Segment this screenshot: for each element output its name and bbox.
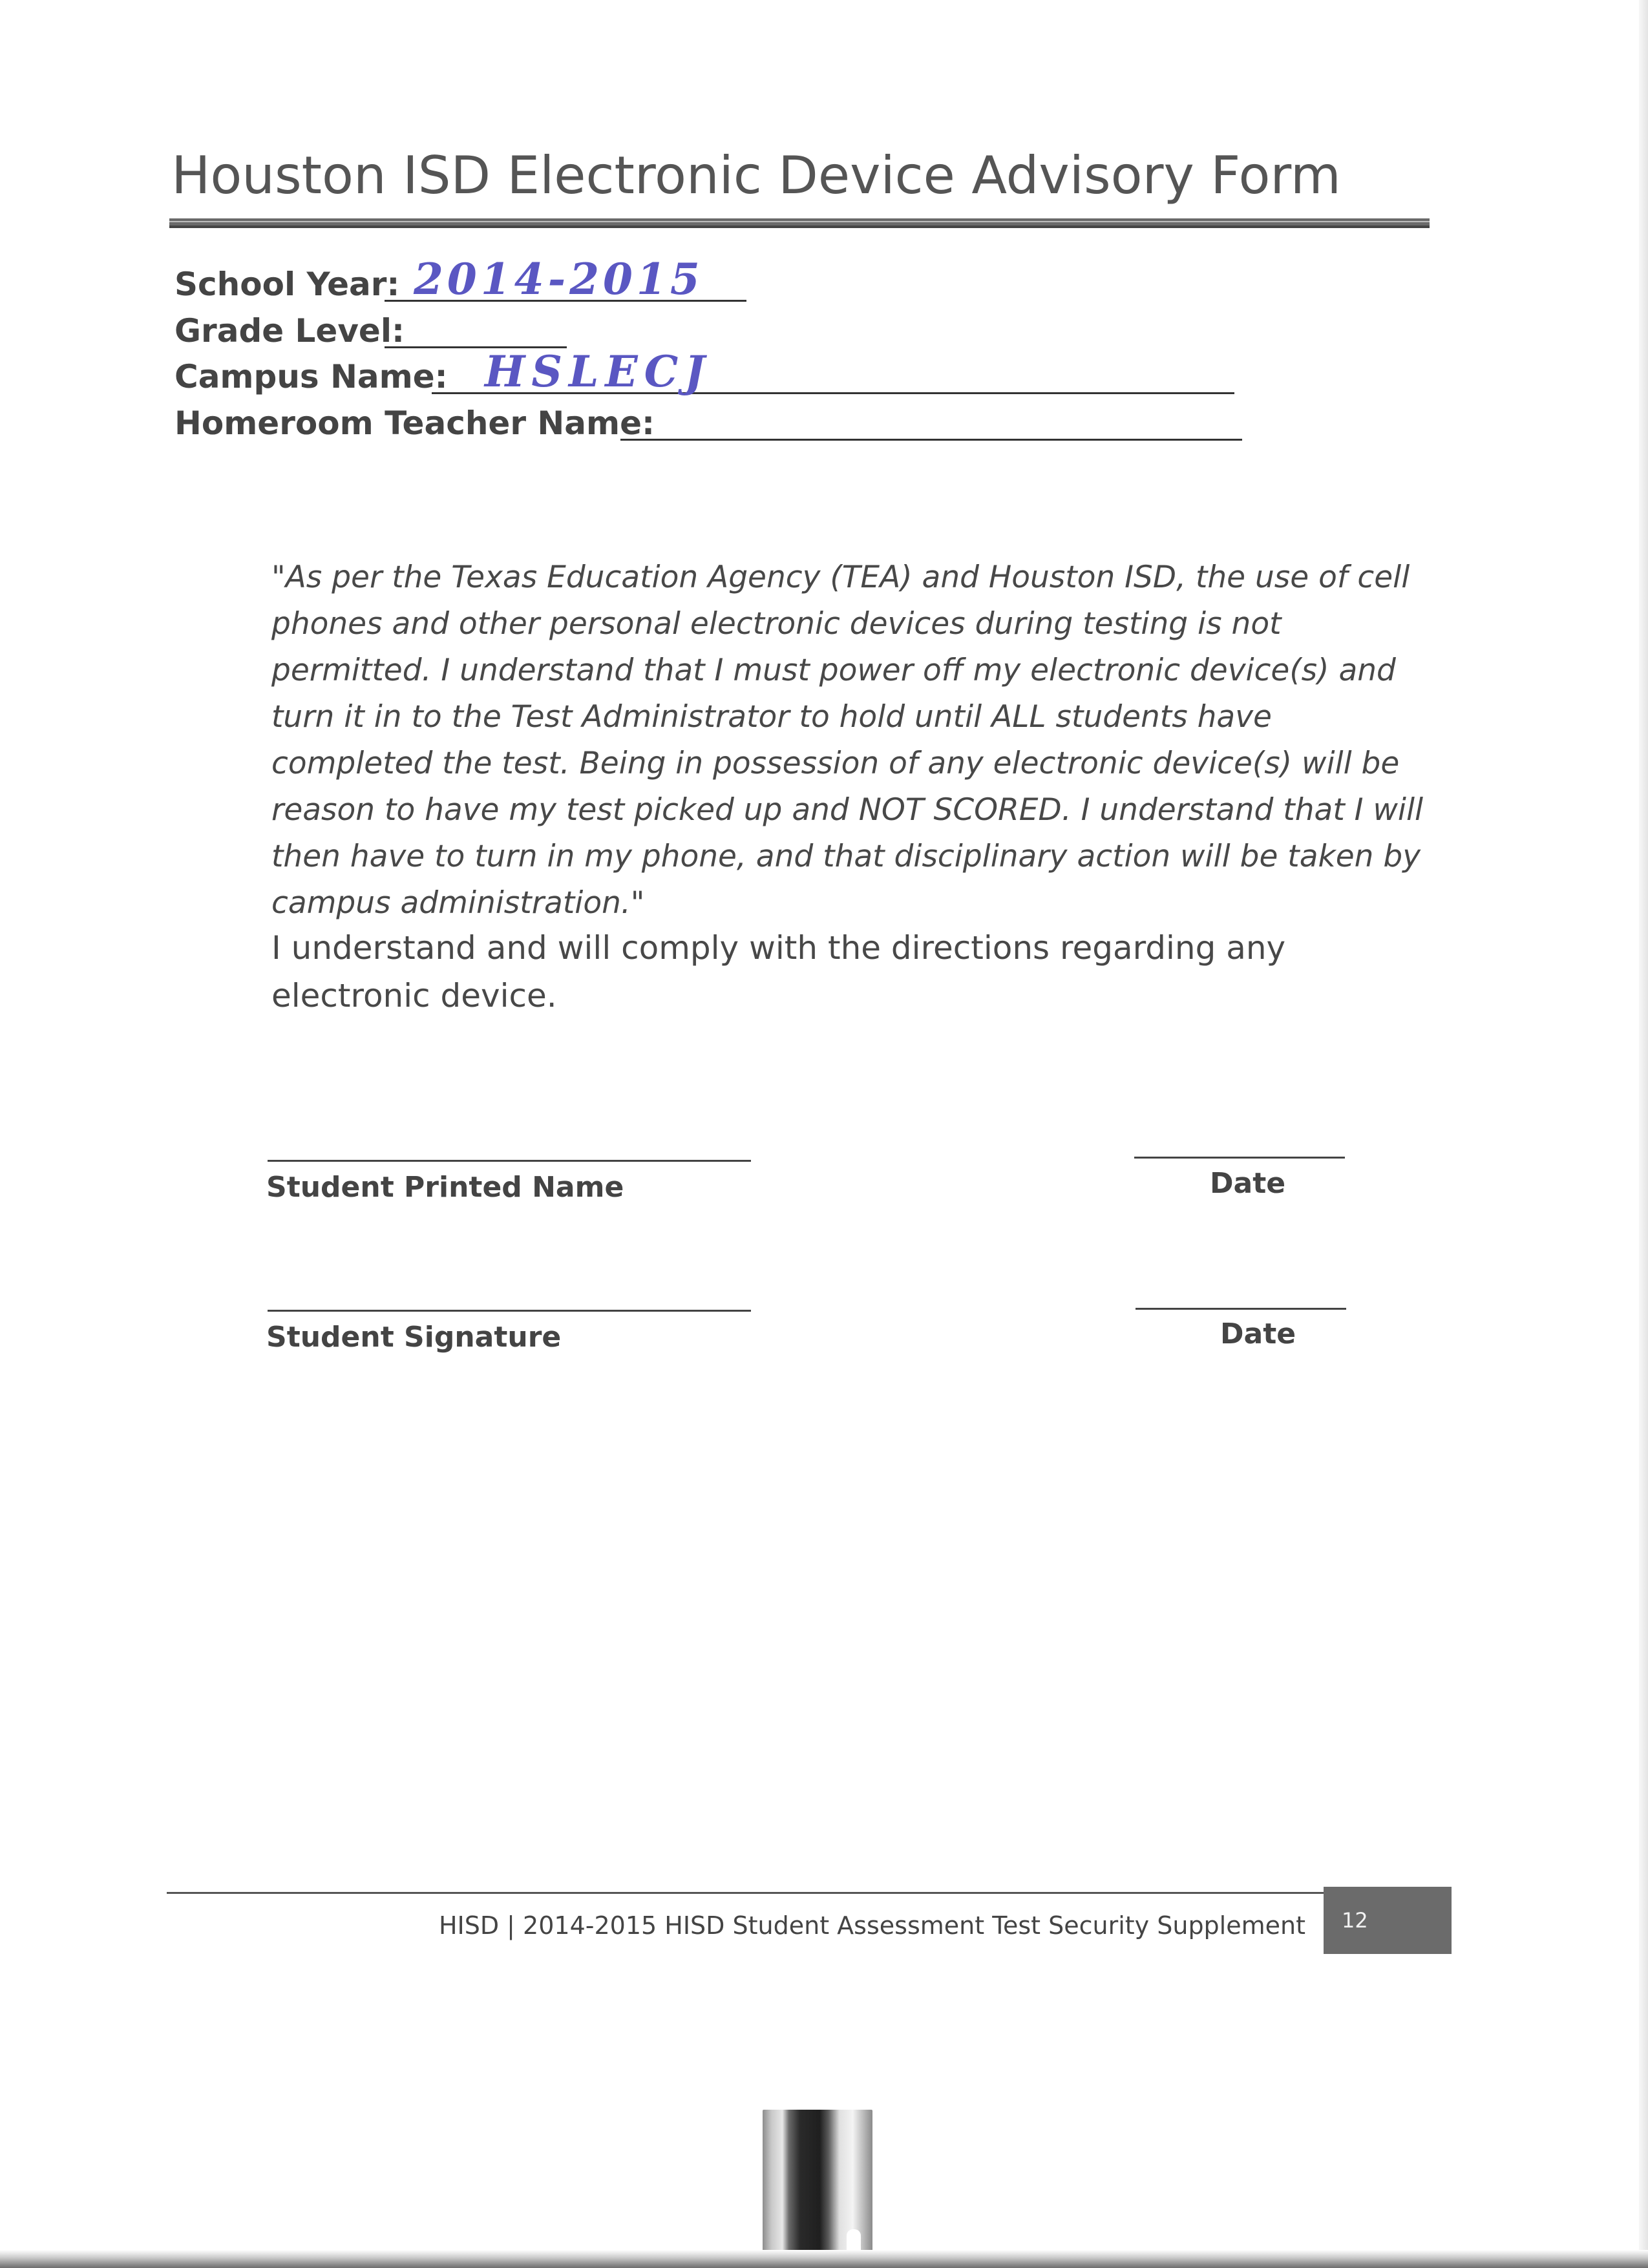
printed-name-label: Student Printed Name — [266, 1171, 624, 1204]
campus-name-label: Campus Name: — [174, 358, 448, 395]
scan-edge-right — [1639, 0, 1648, 2268]
page-title: Houston ISD Electronic Device Advisory Form — [171, 145, 1341, 205]
scan-edge-bottom — [0, 2250, 1648, 2268]
binder-clip-image — [763, 2110, 872, 2255]
footer-text: HISD | 2014-2015 HISD Student Assessment Test Security Supplement — [438, 1911, 1305, 1940]
policy-statement: "As per the Texas Education Agency (TEA) and Houston ISD, the use of cell phones and other personal electronic devices during testing is not permitted. I understand that I must power off my electronic device(s) and turn it in to the Test Administrator to hold until ALL students have completed the test. Being in possession of any electronic device(s) will be reason to have my test picked up and NOT SCORED. I understand that I will then have to turn in my phone, and that disciplinary action will be taken by campus administration." — [271, 560, 1424, 921]
signature-line[interactable] — [268, 1310, 751, 1312]
signature-label: Student Signature — [266, 1321, 562, 1354]
campus-name-value: HSLECJ — [485, 346, 712, 397]
homeroom-teacher-field — [174, 401, 1247, 447]
page-number-badge — [1324, 1887, 1452, 1954]
homeroom-teacher-line[interactable] — [620, 439, 1242, 441]
date-label-1: Date — [1210, 1167, 1286, 1200]
agreement-statement: I understand and will comply with the directions regarding any electronic device. — [271, 929, 1286, 1014]
date-line-2[interactable] — [1136, 1308, 1346, 1310]
campus-name-field — [174, 346, 1241, 401]
page-number: 12 — [1342, 1908, 1368, 1933]
date-line-1[interactable] — [1134, 1157, 1345, 1159]
printed-name-line[interactable] — [268, 1160, 751, 1162]
grade-level-label: Grade Level: — [174, 312, 405, 350]
school-year-label: School Year: — [174, 266, 400, 303]
title-divider — [169, 218, 1430, 228]
date-label-2: Date — [1220, 1318, 1296, 1350]
school-year-value: 2014-2015 — [414, 254, 704, 304]
footer-divider — [167, 1892, 1324, 1894]
homeroom-teacher-label: Homeroom Teacher Name: — [174, 404, 655, 442]
school-year-field — [174, 254, 756, 308]
